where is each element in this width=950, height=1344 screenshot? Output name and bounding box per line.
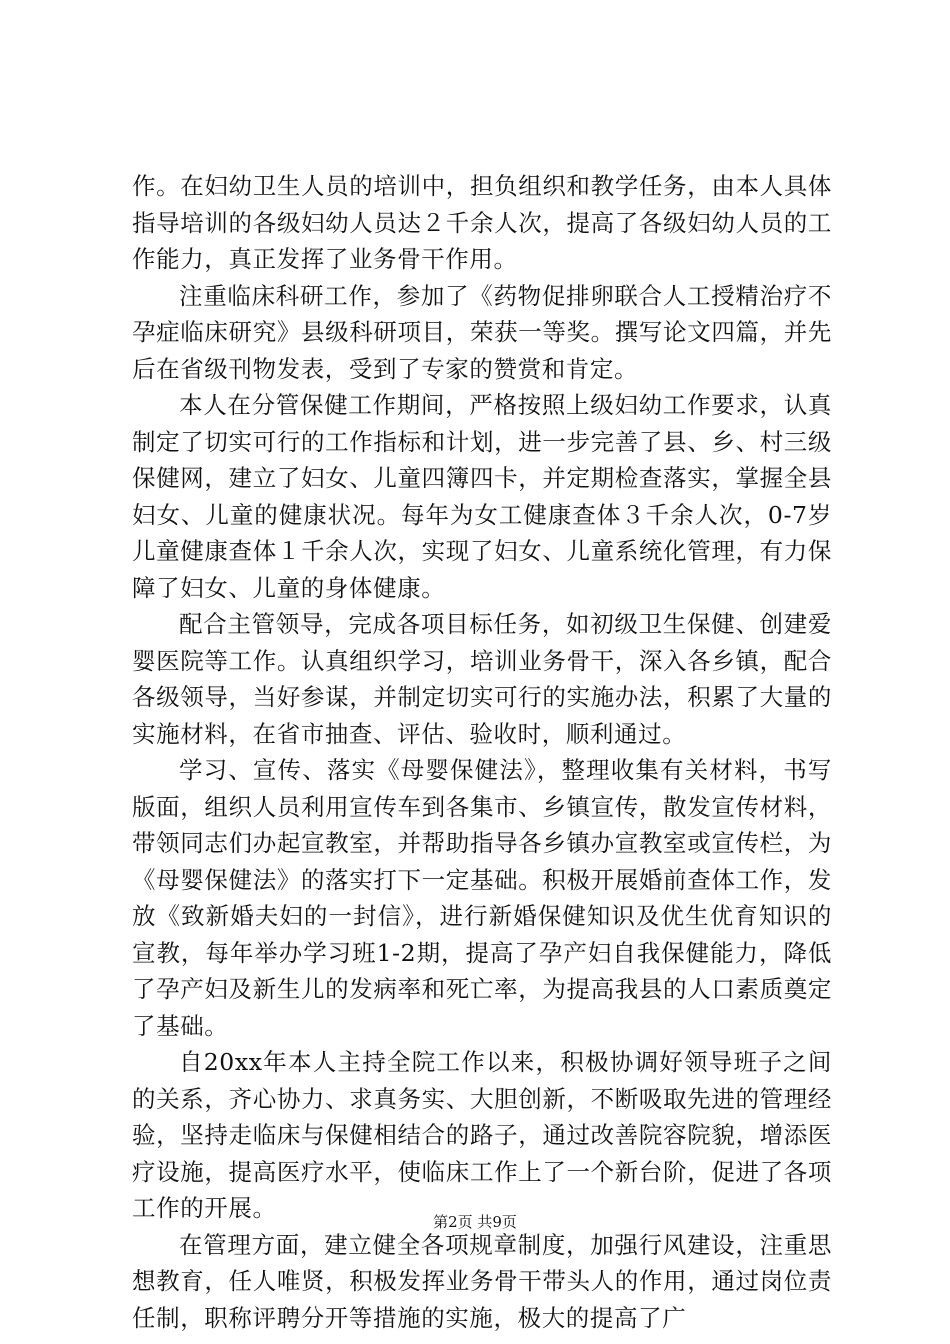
page-number: 第2页 xyxy=(433,1213,473,1231)
body-text xyxy=(132,168,832,1336)
paragraph-7: 在管理方面，建立健全各项规章制度，加强行风建设，注重思想教育，任人唯贤，积极发挥业务骨干带头人的作用，通过岗位责任制，职称评聘分开等措施的实施，极大的提高了广 xyxy=(132,1230,832,1332)
page-footer xyxy=(0,1212,950,1232)
paragraph-3: 本人在分管保健工作期间，严格按照上级妇幼工作要求，认真制定了切实可行的工作指标和计划，进一步完善了县、乡、村三级保健网，建立了妇女、儿童四簿四卡，并定期检查落实，掌握全县妇女、儿童的健康状况。每年为女工健康查体３千余人次，0-7岁儿童健康查体１千余人次，实现了妇女、儿童系统化管理，有力保障了妇女、儿童的身体健康。 xyxy=(132,391,832,602)
paragraph-4: 配合主管领导，完成各项目标任务，如初级卫生保健、创建爱婴医院等工作。认真组织学习，培训业务骨干，深入各乡镇，配合各级领导，当好参谋，并制定切实可行的实施办法，积累了大量的实施材料，在省市抽查、评估、验收时，顺利通过。 xyxy=(132,610,832,748)
paragraph-2: 注重临床科研工作，参加了《药物促排卵联合人工授精治疗不孕症临床研究》县级科研项目，荣获一等奖。撰写论文四篇，并先后在省级刊物发表，受到了专家的赞赏和肯定。 xyxy=(132,281,832,383)
paragraph-5: 学习、宣传、落实《母婴保健法》，整理收集有关材料，书写版面，组织人员利用宣传车到各集市、乡镇宣传，散发宣传材料，带领同志们办起宣教室，并帮助指导各乡镇办宣教室或宣传栏，为《母婴保健法》的落实打下一定基础。积极开展婚前查体工作，发放《致新婚夫妇的一封信》，进行新婚保健知识及优生优育知识的宣教，每年举办学习班1-2期，提高了孕产妇自我保健能力，降低了孕产妇及新生儿的发病率和死亡率，为提高我县的人口素质奠定了基础。 xyxy=(132,756,832,1040)
total-pages: 共9页 xyxy=(477,1213,517,1231)
paragraph-6: 自20xx年本人主持全院工作以来，积极协调好领导班子之间的关系，齐心协力、求真务实、大胆创新，不断吸取先进的管理经验，坚持走临床与保健相结合的路子，通过改善院容院貌，增添医疗设施，提高医疗水平，使临床工作上了一个新台阶，促进了各项工作的开展。 xyxy=(132,1048,832,1222)
paragraph-1: 作。在妇幼卫生人员的培训中，担负组织和教学任务，由本人具体指导培训的各级妇幼人员达２千余人次，提高了各级妇幼人员的工作能力，真正发挥了业务骨干作用。 xyxy=(132,172,832,273)
